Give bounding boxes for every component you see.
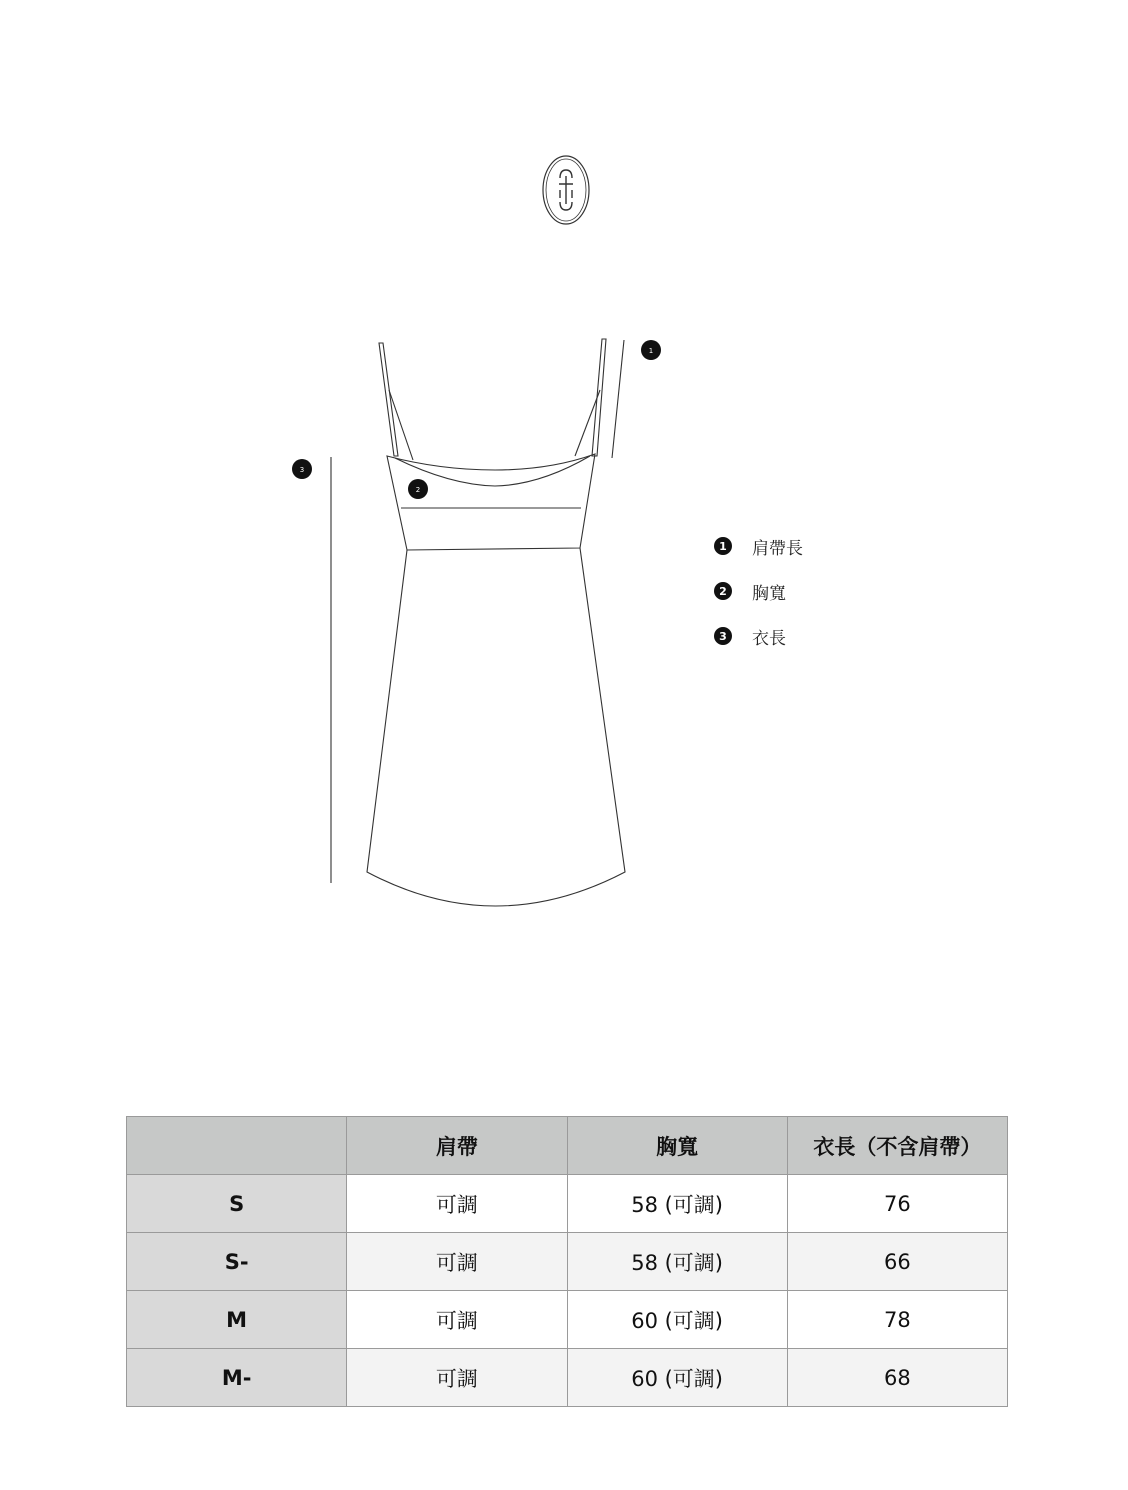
size-table: [126, 1116, 1008, 1407]
header-cell-chest: 胸寬: [567, 1117, 787, 1175]
diagram-marker-1: [641, 340, 661, 360]
size-label: S-: [127, 1233, 347, 1291]
chest-value: 60 (可調): [567, 1291, 787, 1349]
header-cell-size: [127, 1117, 347, 1175]
diagram-marker-3: [292, 459, 312, 479]
diagram-marker-2: [408, 479, 428, 499]
svg-text:3: 3: [299, 466, 305, 474]
size-label: M: [127, 1291, 347, 1349]
legend-number: 3: [714, 627, 732, 645]
measurement-legend: [714, 535, 803, 670]
size-label: M-: [127, 1349, 347, 1407]
legend-label: 肩帶長: [752, 538, 803, 559]
table-row: [127, 1291, 1008, 1349]
length-value: 68: [787, 1349, 1007, 1407]
length-value: 76: [787, 1175, 1007, 1233]
chest-value: 58 (可調): [567, 1175, 787, 1233]
legend-number: 2: [714, 582, 732, 600]
table-row: [127, 1233, 1008, 1291]
chest-value: 60 (可調): [567, 1349, 787, 1407]
strap-line: [612, 340, 624, 458]
length-value: 66: [787, 1233, 1007, 1291]
strap-value: 可調: [347, 1349, 567, 1407]
legend-label: 衣長: [752, 628, 786, 649]
legend-item-chest: [714, 580, 803, 602]
legend-number: 1: [714, 537, 732, 555]
legend-label: 胸寬: [752, 583, 786, 604]
strap-value: 可調: [347, 1175, 567, 1233]
skirt: [367, 548, 625, 906]
table-row: [127, 1175, 1008, 1233]
size-label: S: [127, 1175, 347, 1233]
header-cell-length: 衣長（不含肩帶）: [787, 1117, 1007, 1175]
header-cell-strap: 肩帶: [347, 1117, 567, 1175]
right-strap: [592, 339, 606, 456]
left-strap: [379, 343, 398, 456]
svg-text:1: 1: [648, 347, 654, 355]
length-value: 78: [787, 1291, 1007, 1349]
legend-item-length: [714, 625, 803, 647]
svg-text:2: 2: [415, 486, 421, 494]
table-row: [127, 1349, 1008, 1407]
table-header-row: [127, 1117, 1008, 1175]
chest-value: 58 (可調): [567, 1233, 787, 1291]
strap-value: 可調: [347, 1233, 567, 1291]
strap-value: 可調: [347, 1291, 567, 1349]
legend-item-strap: [714, 535, 803, 557]
